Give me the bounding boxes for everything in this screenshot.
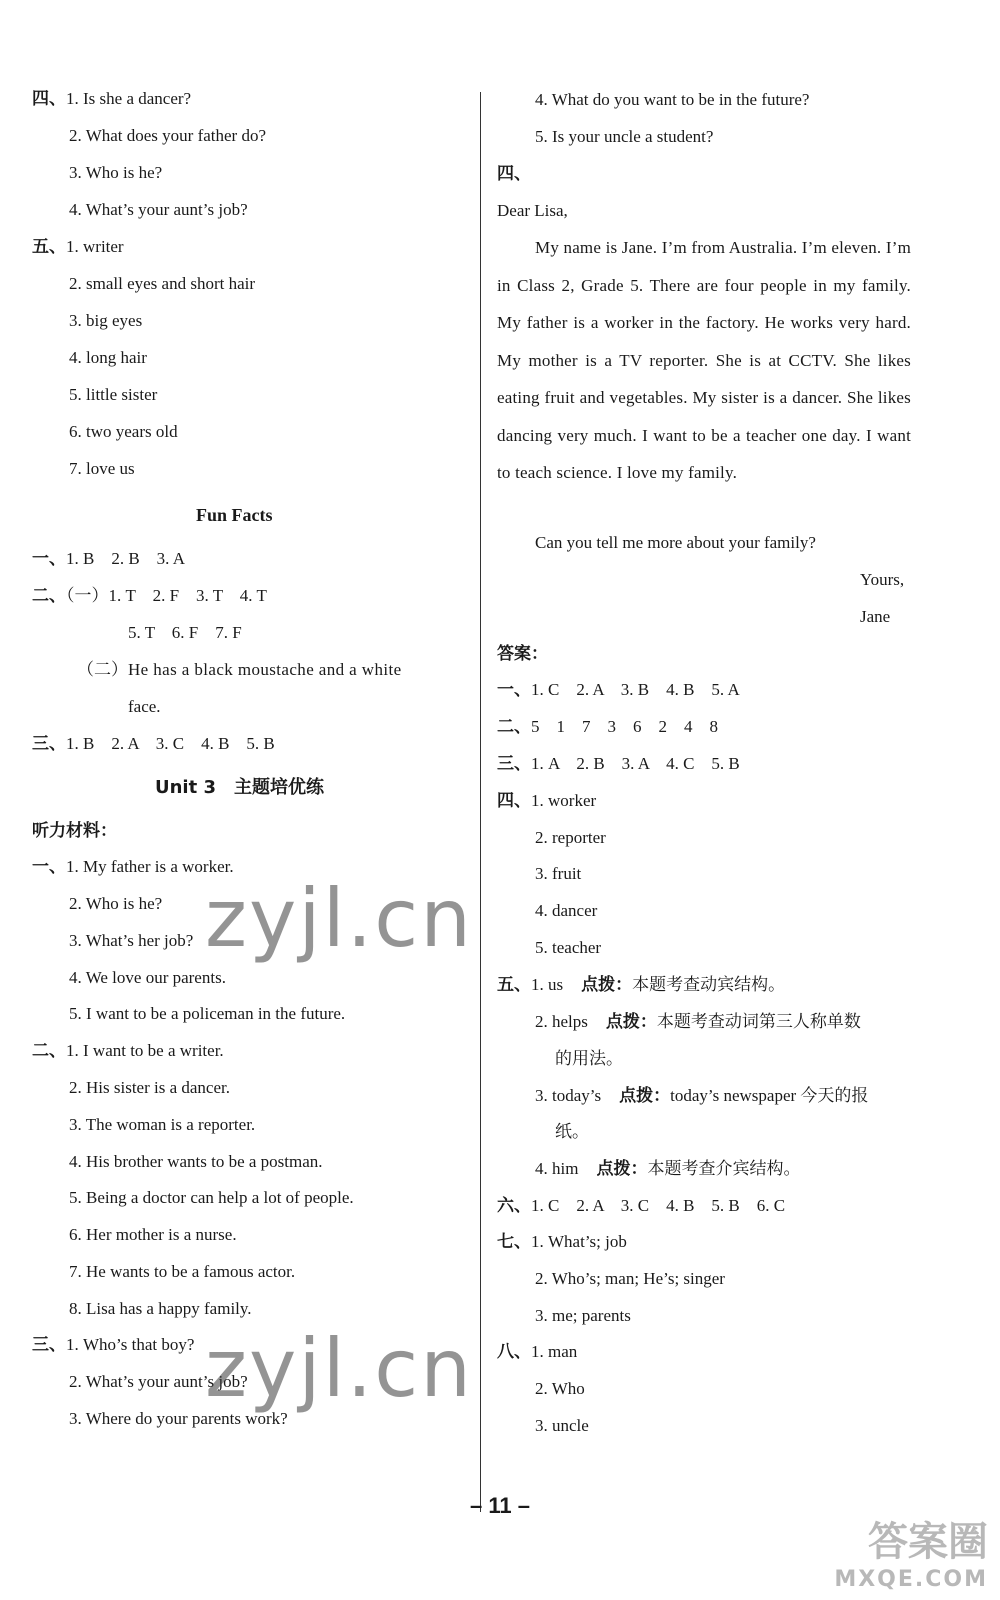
section-mark: 二、: [32, 1041, 66, 1061]
list-item: 1. Is she a dancer?: [66, 89, 192, 108]
tip-text: 本题考查动词第三人称单数: [656, 1012, 861, 1032]
list-item: 1. man: [531, 1342, 578, 1361]
list-item: 3. big eyes: [69, 311, 143, 330]
list-item: 5. I want to be a policeman in the future.: [69, 1004, 346, 1023]
list-item: 3. Where do your parents work?: [69, 1409, 288, 1428]
answer-1-row: [497, 679, 740, 701]
listening-3-row: [32, 1334, 194, 1356]
answer-text: face.: [128, 697, 161, 716]
letter-signature: Jane: [860, 607, 891, 626]
sub-mark: （二）: [77, 660, 128, 680]
list-item: 8. Lisa has a happy family.: [69, 1299, 252, 1318]
answer-5-item-2: [535, 1011, 861, 1033]
section-mark: 六、: [497, 1196, 531, 1216]
fun-facts-3-row: [32, 733, 275, 755]
section-mark: 三、: [32, 734, 66, 754]
list-item: 4. dancer: [535, 901, 598, 920]
list-item: 2. What does your father do?: [69, 126, 267, 145]
section-mark: 一、: [32, 857, 66, 877]
section-mark: 四、: [32, 89, 66, 109]
list-item: 4. What do you want to be in the future?: [535, 90, 810, 109]
tip-label: 点拨：: [581, 975, 633, 995]
section-mark: 二、: [32, 586, 66, 606]
corner-watermark-site: MXQE.COM: [834, 1567, 988, 1592]
list-item: 2. What’s your aunt’s job?: [69, 1372, 248, 1391]
list-item: 7. love us: [69, 459, 135, 478]
section-mark: 三、: [32, 1335, 66, 1355]
list-item: 2. Who’s; man; He’s; singer: [535, 1269, 725, 1288]
listening-1-row: [32, 856, 234, 878]
answer-text: 1. us: [531, 975, 564, 994]
page-number: – 11 –: [470, 1493, 530, 1518]
list-item: 4. long hair: [69, 348, 147, 367]
list-item: 3. me; parents: [535, 1306, 631, 1325]
listening-2-row: [32, 1040, 224, 1062]
list-item: 5. Being a doctor can help a lot of people.: [69, 1188, 354, 1207]
list-item: 3. Who is he?: [69, 163, 163, 182]
list-item: 1. worker: [531, 791, 597, 810]
fun-facts-2-row: [32, 585, 267, 607]
answer-text: 5. T 6. F 7. F: [128, 623, 242, 642]
list-item: 5. little sister: [69, 385, 158, 404]
list-item: 2. Who: [535, 1379, 585, 1398]
section-mark: 四、: [497, 791, 531, 811]
list-item: 3. What’s her job?: [69, 931, 194, 950]
list-item: 5. Is your uncle a student?: [535, 127, 714, 146]
answer-text: 1. B 2. A 3. C 4. B 5. B: [66, 734, 275, 753]
tip-label: 点拨：: [619, 1086, 671, 1106]
answer-2-row: [497, 716, 718, 738]
list-item: 1. What’s; job: [531, 1232, 627, 1251]
answer-5-item-3: [535, 1085, 868, 1107]
section-4-row: [32, 88, 191, 110]
letter-body: My name is Jane. I’m from Australia. I’m eleven. I’m in Class 2, Grade 5. There are four people in my family. My father is a worker in the factory. He works very hard. My mother is a TV reporter. She is at CCTV. She likes eating fruit and vegetables. My sister is a dancer. She likes dancing very much. I want to be a teacher one day. I want to teach science. I love my family.: [497, 238, 911, 482]
column-divider: [480, 92, 481, 1512]
list-item: 7. He wants to be a famous actor.: [69, 1262, 296, 1281]
list-item: 4. His brother wants to be a postman.: [69, 1152, 323, 1171]
list-item: 2. His sister is a dancer.: [69, 1078, 230, 1097]
list-item: 1. writer: [66, 237, 124, 256]
tip-text: 的用法。: [555, 1049, 623, 1069]
list-item: 3. The woman is a reporter.: [69, 1115, 256, 1134]
section-5-row: [32, 236, 124, 258]
list-item: 3. uncle: [535, 1416, 589, 1435]
section-mark: 三、: [497, 754, 531, 774]
list-item: 1. My father is a worker.: [66, 857, 234, 876]
answer-8-row: [497, 1341, 577, 1363]
list-item: 4. We love our parents.: [69, 968, 226, 987]
list-item: 1. I want to be a writer.: [66, 1041, 224, 1060]
tip-label: 点拨：: [596, 1159, 648, 1179]
sub-mark: （一）: [66, 586, 109, 606]
answer-7-row: [497, 1231, 627, 1253]
answers-label: 答案：: [497, 644, 548, 664]
fun-facts-1-row: [32, 548, 185, 570]
section-mark: 五、: [32, 237, 66, 257]
list-item: 3. fruit: [535, 864, 582, 883]
letter-greeting: Dear Lisa,: [497, 201, 568, 220]
section-mark: 四、: [497, 164, 531, 184]
corner-watermark: [834, 1510, 988, 1592]
corner-watermark-title: 答案圈: [868, 1519, 988, 1565]
section-mark: 七、: [497, 1232, 531, 1252]
answer-3-row: [497, 753, 740, 775]
fun-facts-heading: Fun Facts: [196, 505, 273, 525]
fun-facts-2b-row: [77, 659, 402, 681]
answer-6-row: [497, 1195, 785, 1217]
answer-text: 1. C 2. A 3. C 4. B 5. B 6. C: [531, 1196, 786, 1215]
answer-5-row: [497, 974, 785, 996]
watermark: zyjl.cn: [205, 1322, 473, 1415]
answer-text: 1. B 2. B 3. A: [66, 549, 186, 568]
tip-text: today’s newspaper 今天的报: [670, 1086, 869, 1105]
letter-closing: Yours,: [860, 570, 905, 589]
answer-text: 2. helps: [535, 1012, 588, 1031]
answer-5-item-4: [535, 1158, 800, 1180]
list-item: 6. Her mother is a nurse.: [69, 1225, 237, 1244]
list-item: 2. reporter: [535, 828, 606, 847]
section-mark: 八、: [497, 1342, 531, 1362]
list-item: 2. small eyes and short hair: [69, 274, 256, 293]
tip-text: 本题考查介宾结构。: [647, 1159, 801, 1179]
letter-question: Can you tell me more about your family?: [535, 533, 816, 552]
section-mark: 一、: [497, 680, 531, 700]
list-item: 6. two years old: [69, 422, 178, 441]
answer-text: 3. today’s: [535, 1086, 602, 1105]
unit-heading: Unit 3 主题培优练: [155, 777, 324, 798]
tip-label: 点拨：: [605, 1012, 657, 1032]
answer-text: 1. T 2. F 3. T 4. T: [108, 586, 267, 605]
answer-text: 1. C 2. A 3. B 4. B 5. A: [531, 680, 740, 699]
section-mark: 五、: [497, 975, 531, 995]
answer-4-row: [497, 790, 596, 812]
section-mark: 二、: [497, 717, 531, 737]
tip-text: 纸。: [555, 1122, 589, 1142]
listening-label: 听力材料：: [32, 821, 117, 841]
answer-text: 4. him: [535, 1159, 579, 1178]
watermark: zyjl.cn: [205, 872, 473, 965]
answer-text: 1. A 2. B 3. A 4. C 5. B: [531, 754, 740, 773]
list-item: 1. Who’s that boy?: [66, 1335, 195, 1354]
list-item: 5. teacher: [535, 938, 602, 957]
answer-text: 5 1 7 3 6 2 4 8: [531, 717, 718, 736]
section-mark: 一、: [32, 549, 66, 569]
list-item: 4. What’s your aunt’s job?: [69, 200, 248, 219]
list-item: 2. Who is he?: [69, 894, 163, 913]
answer-text: He has a black moustache and a white: [128, 660, 402, 679]
tip-text: 本题考查动宾结构。: [632, 975, 786, 995]
